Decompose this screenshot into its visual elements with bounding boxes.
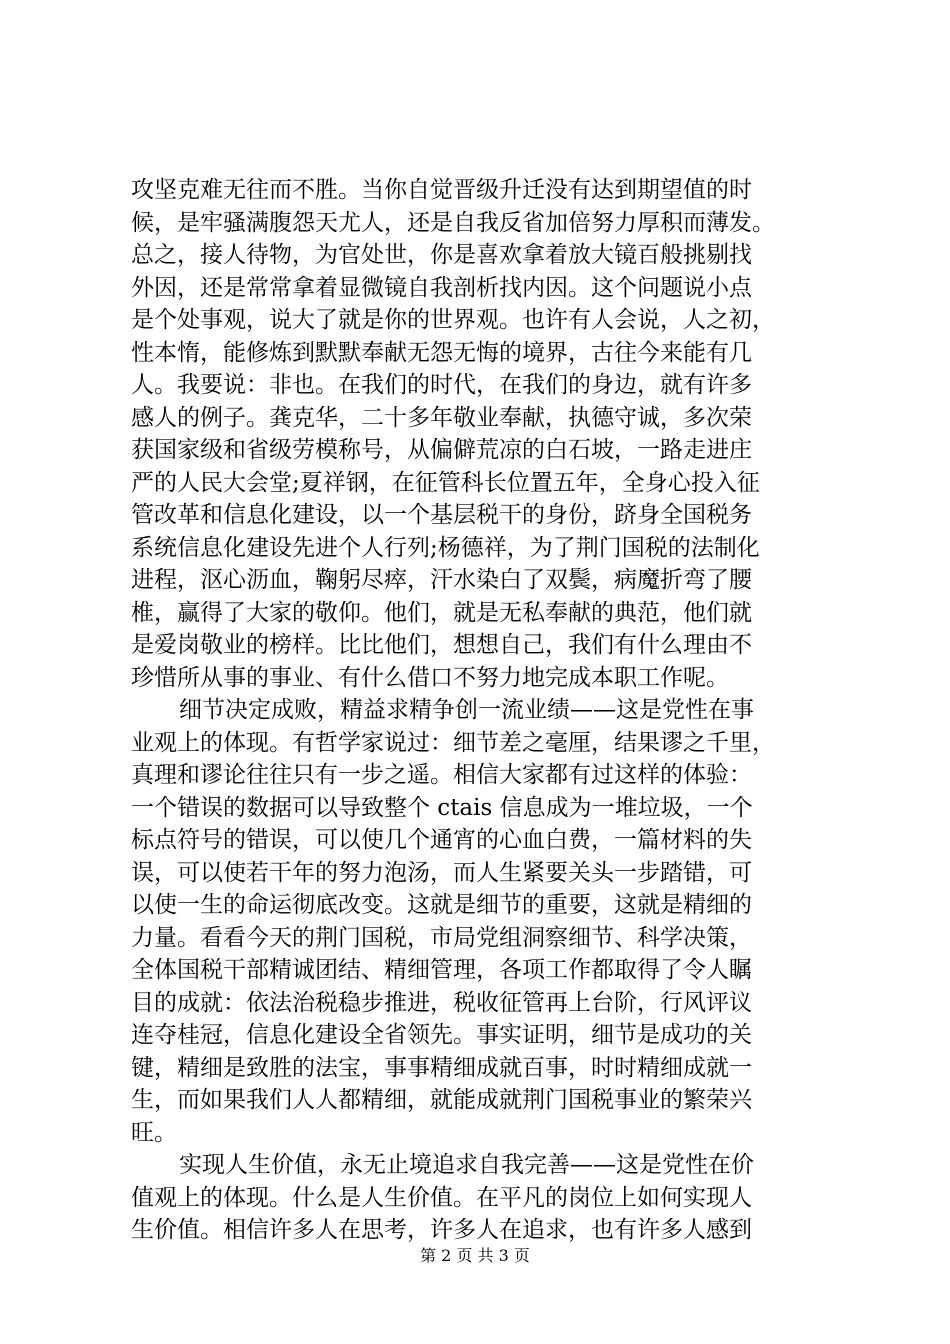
text-line: 人。我要说：非也。在我们的时代，在我们的身边，就有许多	[131, 372, 752, 398]
text-line: 目的成就：依法治税稳步推进，税收征管再上台阶，行风评议	[131, 989, 752, 1016]
text-line: 全体国税干部精诚团结、精细管理，各项工作都取得了令人瞩	[131, 957, 752, 983]
text-line: 连夺桂冠，信息化建设全省领先。事实证明，细节是成功的关	[131, 1022, 752, 1048]
text-line: 值观上的体现。什么是人生价值。在平凡的岗位上如何实现人	[131, 1184, 752, 1211]
text-line: 进程，沤心沥血，鞠躬尽瘁，汗水染白了双鬓，病魔折弯了腰	[131, 567, 752, 593]
document-body	[131, 174, 831, 1247]
text-line: 外因，还是常常拿着显微镜自我剖析找内因。这个问题说小点	[131, 274, 752, 301]
text-line: 真理和谬论往往只有一步之遥。相信大家都有过这样的体验：	[131, 762, 752, 788]
text-line: 生，而如果我们人人都精细，就能成就荆门国税事业的繁荣兴	[131, 1087, 752, 1113]
text-line: 一个错误的数据可以导致整个 ctais 信息成为一堆垃圾，一个	[131, 794, 753, 821]
text-line: 获国家级和省级劳模称号，从偏僻荒凉的白石坡，一路走进庄	[131, 437, 752, 463]
text-line: 细节决定成败，精益求精争创一流业绩——这是党性在事	[179, 697, 754, 723]
text-line: 旺。	[131, 1119, 177, 1146]
text-line: 性本惰，能修炼到默默奉献无怨无悔的境界，古往今来能有几	[131, 339, 752, 366]
text-line: 椎，赢得了大家的敬仰。他们，就是无私奉献的典范，他们就	[131, 599, 752, 626]
text-line: 管改革和信息化建设，以一个基层税干的身份，跻身全国税务	[131, 502, 752, 528]
text-line: 珍惜所从事的事业、有什么借口不努力地完成本职工作呢。	[131, 664, 729, 691]
text-line: 以使一生的命运彻底改变。这就是细节的重要，这就是精细的	[131, 892, 752, 918]
text-line: 是个处事观，说大了就是你的世界观。也许有人会说，人之初，	[131, 307, 775, 333]
text-line: 业观上的体现。有哲学家说过：细节差之毫厘，结果谬之千里，	[131, 729, 775, 756]
text-line: 实现人生价值，永无止境追求自我完善——这是党性在价	[179, 1152, 754, 1178]
text-line: 误，可以使若干年的努力泡汤，而人生紧要关头一步踏错，可	[131, 859, 752, 886]
text-line: 攻坚克难无往而不胜。当你自觉晋级升迁没有达到期望值的时	[131, 177, 752, 203]
text-line: 严的人民大会堂;夏祥钢，在征管科长位置五年，全身心投入征	[131, 469, 760, 496]
text-line: 生价值。相信许多人在思考，许多人在追求，也有许多人感到	[131, 1217, 752, 1243]
text-line: 是爱岗敬业的榜样。比比他们，想想自己，我们有什么理由不	[131, 632, 752, 658]
text-line: 总之，接人待物，为官处世，你是喜欢拿着放大镜百般挑剔找	[131, 242, 752, 268]
text-line: 键，精细是致胜的法宝，事事精细成就百事，时时精细成就一	[131, 1054, 752, 1081]
text-line: 候，是牢骚满腹怨天尤人，还是自我反省加倍努力厚积而薄发。	[131, 209, 775, 236]
text-line: 系统信息化建设先进个人行列;杨德祥，为了荆门国税的法制化	[131, 534, 760, 561]
text-line: 力量。看看今天的荆门国税，市局党组洞察细节、科学决策，	[131, 924, 752, 951]
page-footer: 第 2 页 共 3 页	[420, 1246, 530, 1265]
text-line: 标点符号的错误，可以使几个通宵的心血白费，一篇材料的失	[131, 827, 752, 853]
text-line: 感人的例子。龚克华，二十多年敬业奉献，执德守诚，多次荣	[131, 404, 752, 431]
